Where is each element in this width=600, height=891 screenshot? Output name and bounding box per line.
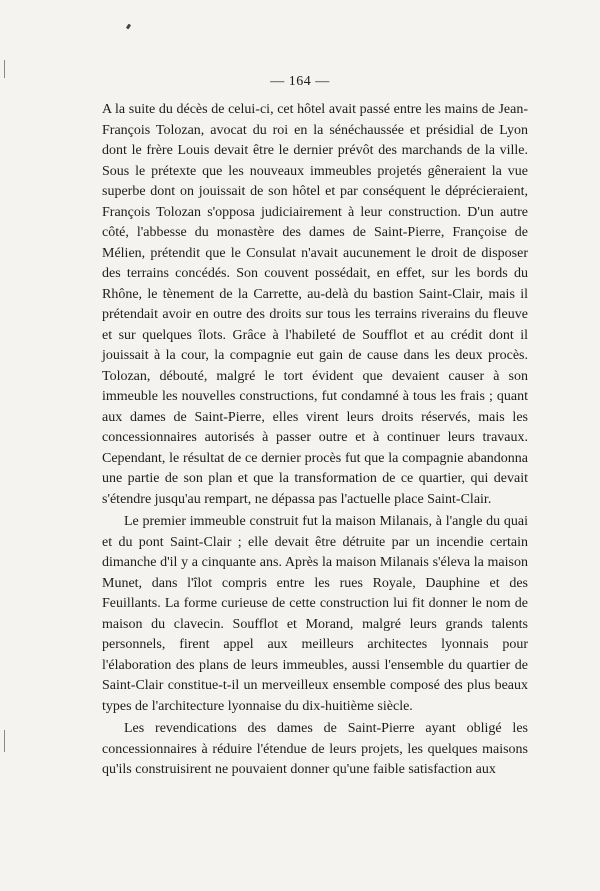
- ink-speck: [126, 24, 131, 30]
- paragraph: Le premier immeuble construit fut la maison Milanais, à l'angle du quai et du pont Saint-Clair ; elle devait être détruite par un incendie certain dimanche d'il y a cinquante ans. Après la maison Milanais s'éleva la maison Munet, dans l'îlot compris entre les rues Royale, Dauphine et des Feuillants. La forme curieuse de cette construction lui fit donner le nom de maison du clavecin. Soufflot et Morand, malgré leurs grands talents personnels, firent appel aux meilleurs architectes lyonnais pour l'élaboration des plans de leurs immeubles, aussi l'ensemble du quartier de Saint-Clair constitue-t-il un merveilleux ensemble composé des plus beaux types de l'architecture lyonnaise du dix-huitième siècle.: [102, 514, 528, 714]
- body-text: [102, 100, 528, 781]
- paragraph: A la suite du décès de celui-ci, cet hôtel avait passé entre les mains de Jean-François Tolozan, avocat du roi en la sénéchaussée et présidial de Lyon dont le frère Louis devait être le dernier prévôt des marchands de la ville. Sous le prétexte que les nouveaux immeubles projetés gêneraient la vue superbe dont on jouissait de son hôtel et par conséquent le déprécieraient, François Tolozan s'opposa judiciairement à leur construction. D'un autre côté, l'abbesse du monastère des dames de Saint-Pierre, Françoise de Mélien, prétendit que le Consulat n'avait aucunement le droit de disposer des terrains concédés. Son couvent possédait, en effet, sur les bords du Rhône, le tènement de la Carrette, au-delà du bastion Saint-Clair, mais il prétendait avoir en outre des droits sur tous les terrains riverains du fleuve et sur quelques îlots. Grâce à l'habileté de Soufflot et au crédit dont il jouissait à la cour, la compagnie eut gain de cause dans les deux procès. Tolozan, débouté, malgré le tort évident que devaient causer à son immeuble les nouvelles constructions, fut condamné à tous les frais ; quant aux dames de Saint-Pierre, elles virent leurs droits réservés, mais les concessionnaires autorisés à passer outre et à continuer leurs travaux. Cependant, le résultat de ce dernier procès fut que la compagnie abandonna une partie de son plan et que la transformation de ce quartier, qui devait s'étendre jusqu'au rempart, ne dépassa pas l'actuelle place Saint-Clair.: [102, 102, 528, 507]
- page-edge-mark: [4, 730, 5, 752]
- page-number: — 164 —: [270, 74, 330, 89]
- paragraph: Les revendications des dames de Saint-Pierre ayant obligé les concessionnaires à réduire l'étendue de leurs projets, les quelques maisons qu'ils construisirent ne pouvaient donner qu'une faible satisfaction aux: [102, 721, 528, 777]
